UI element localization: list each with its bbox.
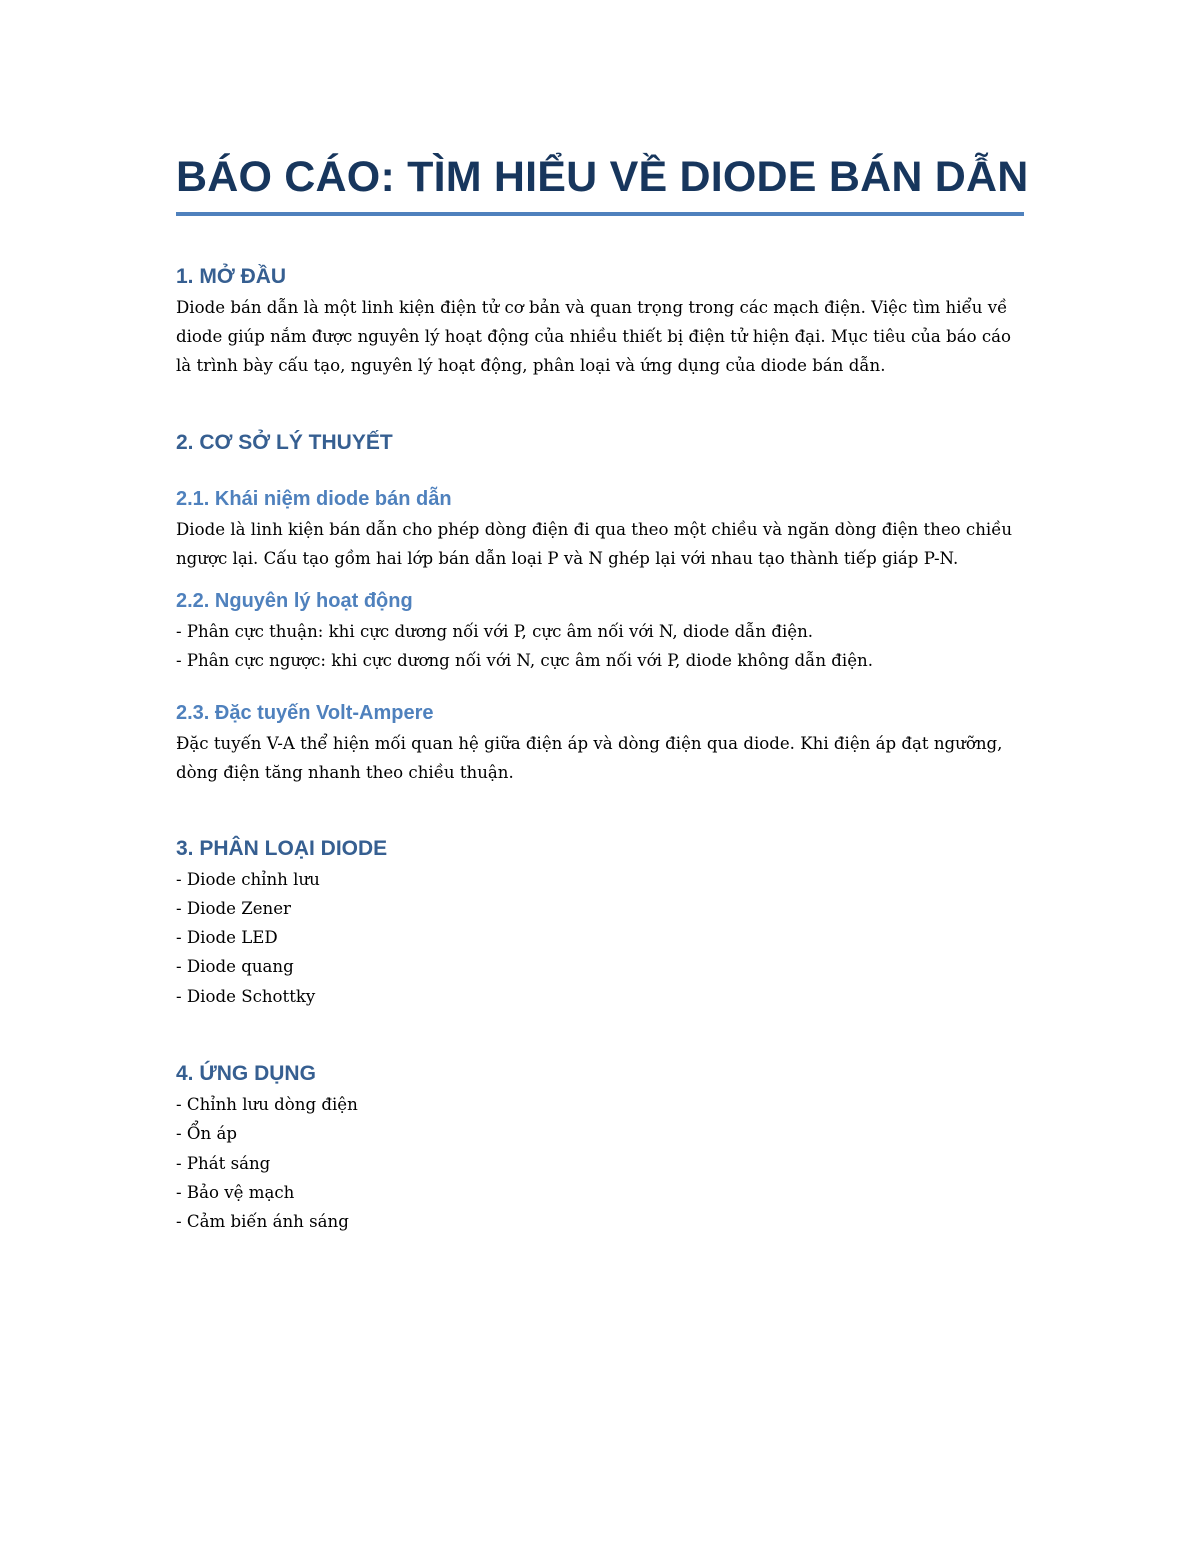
title-underline [176,212,1024,216]
document-title: BÁO CÁO: TÌM HIỂU VỀ DIODE BÁN DẪN [176,153,1029,201]
section-types [176,834,1026,1011]
section-intro [176,262,1026,380]
subsection-principle [176,586,1026,676]
list-item: - Diode Schottky [176,986,316,1006]
types-list [176,865,1026,1011]
section-heading-types: 3. PHÂN LOẠI DIODE [176,836,388,860]
principle-line: - Phân cực thuận: khi cực dương nối với P, cực âm nối với N, diode dẫn điện. [176,622,814,641]
intro-paragraph: Diode bán dẫn là một linh kiện điện tử cơ bản và quan trọng trong các mạch điện. Việc tìm hiểu về diode giúp nắm được nguyên lý hoạt động của nhiều thiết bị điện tử hiện đại. Mục tiêu của báo cáo là trình bày cấu tạo, nguyên lý hoạt động, phân loại và ứng dụng của diode bán dẫn. [176,298,1012,375]
list-item: - Diode Zener [176,898,291,918]
subsection-heading-concept: 2.1. Khái niệm diode bán dẫn [176,488,452,510]
list-item: - Cảm biến ánh sáng [176,1212,349,1232]
principle-lines [176,617,1026,676]
section-heading-intro: 1. MỞ ĐẦU [176,265,287,288]
characteristic-paragraph: Đặc tuyến V-A thể hiện mối quan hệ giữa điện áp và dòng điện qua diode. Khi điện áp đạt ngưỡng, dòng điện tăng nhanh theo chiều thuận. [176,733,1003,782]
concept-paragraph: Diode là linh kiện bán dẫn cho phép dòng điện đi qua theo một chiều và ngăn dòng điện theo chiều ngược lại. Cấu tạo gồm hai lớp bán dẫn loại P và N ghép lại với nhau tạo thành tiếp giáp P-N. [176,520,1013,568]
list-item: - Diode chỉnh lưu [176,869,320,889]
list-item: - Diode quang [176,957,294,977]
subsection-heading-principle: 2.2. Nguyên lý hoạt động [176,590,413,612]
list-item: - Bảo vệ mạch [176,1182,295,1202]
subsection-heading-characteristic: 2.3. Đặc tuyến Volt-Ampere [176,701,434,724]
principle-line: - Phân cực ngược: khi cực dương nối với N, cực âm nối với P, diode không dẫn điện. [176,651,874,671]
subsection-characteristic [176,698,1026,787]
section-applications [176,1059,1026,1236]
document-content [176,146,1029,1237]
applications-list [176,1090,1026,1236]
list-item: - Phát sáng [176,1153,271,1173]
section-theory [176,428,1026,787]
list-item: - Chỉnh lưu dòng điện [176,1095,358,1115]
section-heading-applications: 4. ỨNG DỤNG [176,1062,316,1086]
list-item: - Ổn áp [176,1124,237,1144]
section-heading-theory: 2. CƠ SỞ LÝ THUYẾT [176,431,393,454]
subsection-concept [176,484,1026,573]
list-item: - Diode LED [176,928,278,948]
